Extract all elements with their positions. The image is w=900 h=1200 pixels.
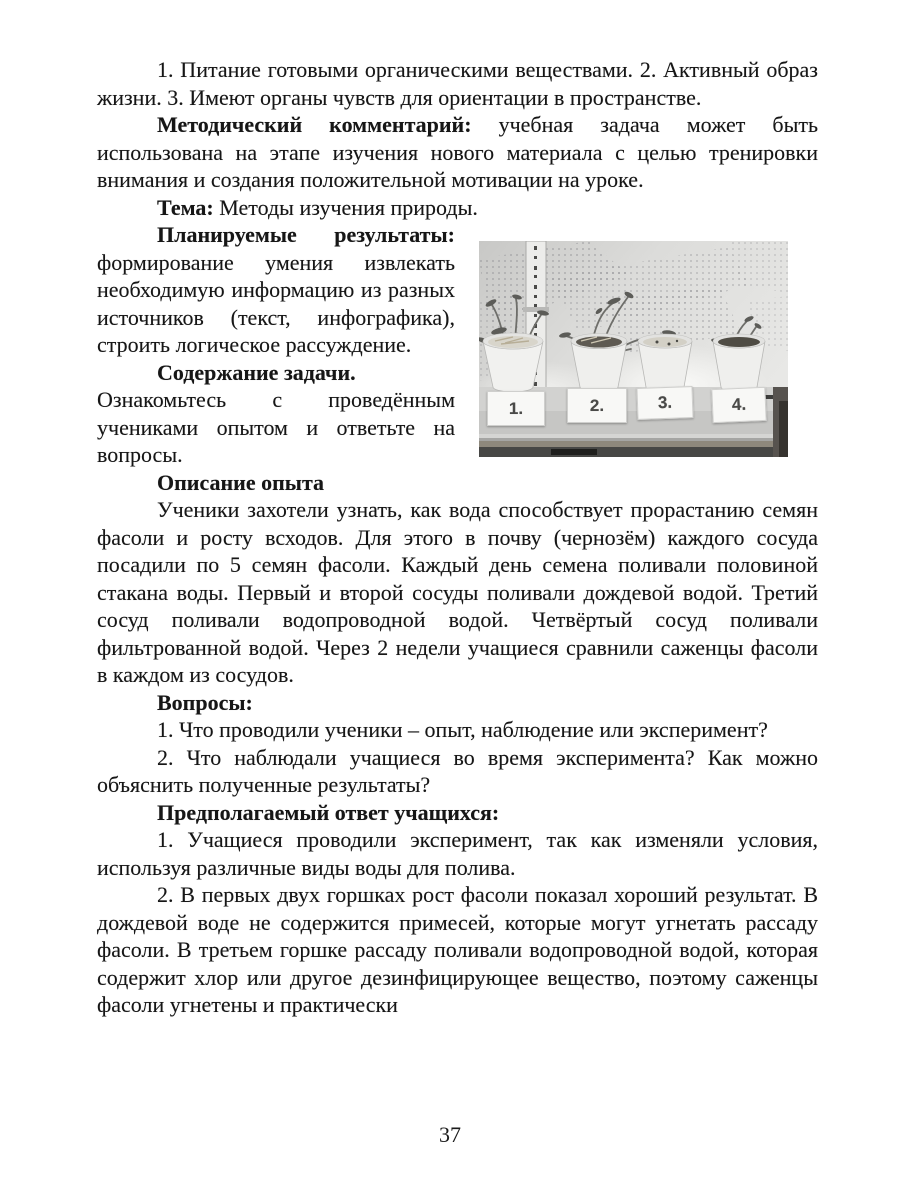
pot-label-4-text: 4. bbox=[731, 394, 747, 415]
planned-results-text: формирование умения извлекать необходимую информацию из разных источников (текст, инфографика), строить логическое рассуждение. bbox=[97, 249, 455, 357]
topic-line bbox=[97, 194, 818, 222]
page-number: 37 bbox=[439, 1122, 461, 1147]
expected-answer-heading: Предполагаемый ответ учащихся: bbox=[157, 799, 500, 825]
pot-label-3-text: 3. bbox=[657, 393, 673, 413]
paragraph-intro: 1. Питание готовыми органическими веществами. 2. Активный образ жизни. 3. Имеют органы чувств для ориентации в пространстве. bbox=[97, 57, 818, 110]
method-comment-lead: Методический комментарий: bbox=[157, 112, 472, 137]
topic-text: Методы изучения природы. bbox=[219, 194, 478, 220]
task-content-heading: Содержание задачи. bbox=[157, 359, 356, 385]
experiment-photo bbox=[479, 241, 788, 457]
pot-label-3 bbox=[636, 386, 693, 420]
pot-label-4 bbox=[711, 387, 766, 423]
answer-2: 2. В первых двух горшках рост фасоли показал хороший результат. В дождевой воде не содержится примесей, которые могут угнетать рассаду фасоли. В третьем горшке рассаду поливали водопроводной водой, которая содержит хлор или другое дезинфицирующее вещество, поэтому саженцы фасоли угнетены и практически bbox=[97, 882, 818, 1017]
task-intro-paragraph: Ознакомьтесь с проведённым учениками опытом и ответьте на вопросы. bbox=[97, 387, 455, 467]
questions-heading: Вопросы: bbox=[157, 689, 253, 715]
experiment-description-heading: Описание опыта bbox=[157, 469, 325, 495]
topic-lead: Тема: bbox=[157, 194, 214, 220]
pot-label-2 bbox=[567, 388, 627, 423]
method-comment-text: учебная задача может быть использована на этапе изучения нового материала с целью тренировки внимания и создания положительной мотивации на уроке. bbox=[97, 112, 819, 192]
paragraph-method-comment bbox=[97, 111, 818, 194]
planned-results-lead: Планируемые результаты: bbox=[157, 222, 455, 247]
pot-label-1-text: 1. bbox=[508, 398, 524, 418]
pot-label-1 bbox=[487, 391, 545, 426]
text-column bbox=[97, 56, 818, 1019]
experiment-description-paragraph: Ученики захотели узнать, как вода способствует прорастанию семян фасоли и росту всходов. Для этого в почву (чернозём) каждого сосуда посадили по 5 семян фасоли. Каждый день семена поливали половиной стакана воды. Первый и второй сосуды поливали дождевой водой. Третий сосуд поливали водопроводной водой. Четвёртый сосуд поливали фильтрованной водой. Через 2 недели учащиеся сравнили саженцы фасоли в каждом из сосудов. bbox=[97, 497, 818, 687]
question-1: 1. Что проводили ученики – опыт, наблюдение или эксперимент? bbox=[157, 717, 768, 742]
pot-label-2-text: 2. bbox=[589, 395, 605, 415]
question-2: 2. Что наблюдали учащиеся во время эксперимента? Как можно объяснить полученные результаты? bbox=[97, 744, 818, 797]
answer-1: 1. Учащиеся проводили эксперимент, так как изменяли условия, используя различные виды воды для полива. bbox=[97, 827, 818, 880]
